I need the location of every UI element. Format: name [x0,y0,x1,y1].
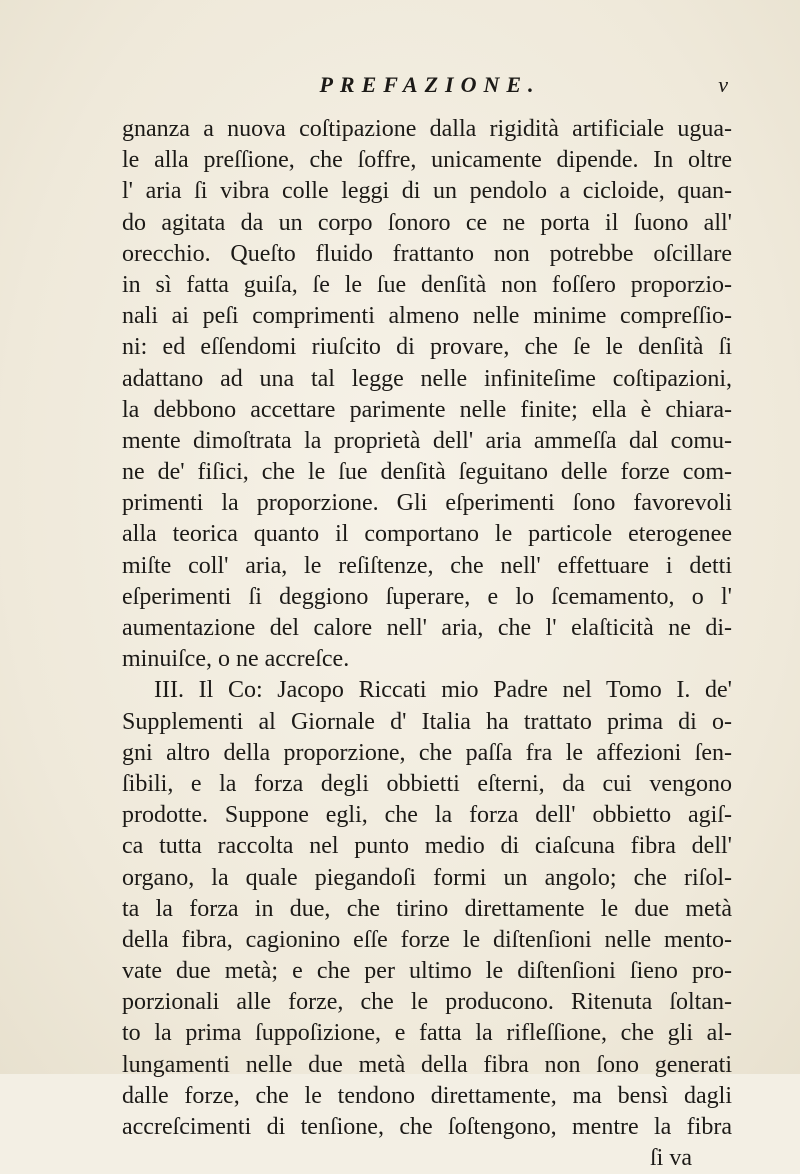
text-line-paragraph-start: III. Il Co: Jacopo Riccati mio Padre nel Tomo I. de' [154,677,732,704]
text-line: miſte coll' aria, le reſiſtenze, che nell' effettuare i detti [122,552,732,579]
text-line: organo, la quale piegandoſi formi un angolo; che riſol- [122,864,732,891]
running-head-title: PREFAZIONE. [319,72,541,97]
text-line: primenti la proporzione. Gli eſperimenti ſono favorevoli [122,490,732,517]
page-number: v [718,72,728,97]
text-line-paragraph-end: minuiſce, o ne accreſce. [122,646,350,673]
text-line: Supplementi al Giornale d' Italia ha trattato prima di o- [122,708,732,735]
text-line: gni altro della proporzione, che paſſa fra le affezioni ſen- [122,739,732,766]
text-line: eſperimenti ſi deggiono ſuperare, e lo ſcemamento, o l' [122,583,732,610]
text-line: vate due metà; e che per ultimo le diſtenſioni ſieno pro- [122,958,732,985]
text-line: ca tutta raccolta nel punto medio di ciaſcuna fibra dell' [122,833,732,860]
text-line: ni: ed eſſendomi riuſcito di provare, che ſe le denſità ſi [122,334,732,361]
text-line: la debbono accettare parimente nelle finite; ella è chiara- [122,396,732,423]
text-line: do agitata da un corpo ſonoro ce ne porta il ſuono all' [122,209,732,236]
text-line: to la prima ſuppoſizione, e fatta la rifleſſione, che gli al- [122,1020,732,1047]
text-line: gnanza a nuova coſtipazione dalla rigidità artificiale ugua- [122,116,732,142]
text-line: accreſcimenti di tenſione, che ſoſtengono, mentre la fibra [122,1114,732,1140]
text-line: orecchio. Queſto fluido frattanto non potrebbe oſcillare [122,240,732,267]
text-line: lungamenti nelle due metà della fibra non ſono generati [122,1051,732,1078]
text-line: ne de' fiſici, che le ſue denſità ſeguitano delle forze com- [122,459,732,486]
text-line: in sì fatta guiſa, ſe le ſue denſità non foſſero proporzio- [122,271,732,298]
text-line: porzionali alle forze, che le producono. Ritenuta ſoltan- [122,989,732,1016]
catchword: ſi va [650,1145,692,1172]
text-line: mente dimoſtrata la proprietà dell' aria ammeſſa dal comu- [122,427,732,454]
text-line: le alla preſſione, che ſoffre, unicamente dipende. In oltre [122,147,732,174]
text-line: nali ai peſi comprimenti almeno nelle minime compreſſio- [122,303,732,330]
running-head [0,58,800,98]
text-line: adattano ad una tal legge nelle infiniteſime coſtipazioni, [122,365,732,392]
text-line: della fibra, cagionino eſſe forze le diſtenſioni nelle mento- [122,926,732,953]
text-line: aumentazione del calore nell' aria, che l' elaſticità ne di- [122,615,732,641]
text-line: alla teorica quanto il comportano le particole eterogenee [122,521,732,548]
text-line: ſibili, e la forza degli obbietti eſterni, da cui vengono [122,770,732,797]
text-line: l' aria ſi vibra colle leggi di un pendolo a cicloide, quan- [122,178,732,205]
text-line: dalle forze, che le tendono direttamente, ma bensì dagli [122,1082,732,1109]
body-text [122,114,732,1174]
text-line: prodotte. Suppone egli, che la forza dell' obbietto agiſ- [122,802,732,829]
text-line: ta la forza in due, che tirino direttamente le due metà [122,895,732,922]
